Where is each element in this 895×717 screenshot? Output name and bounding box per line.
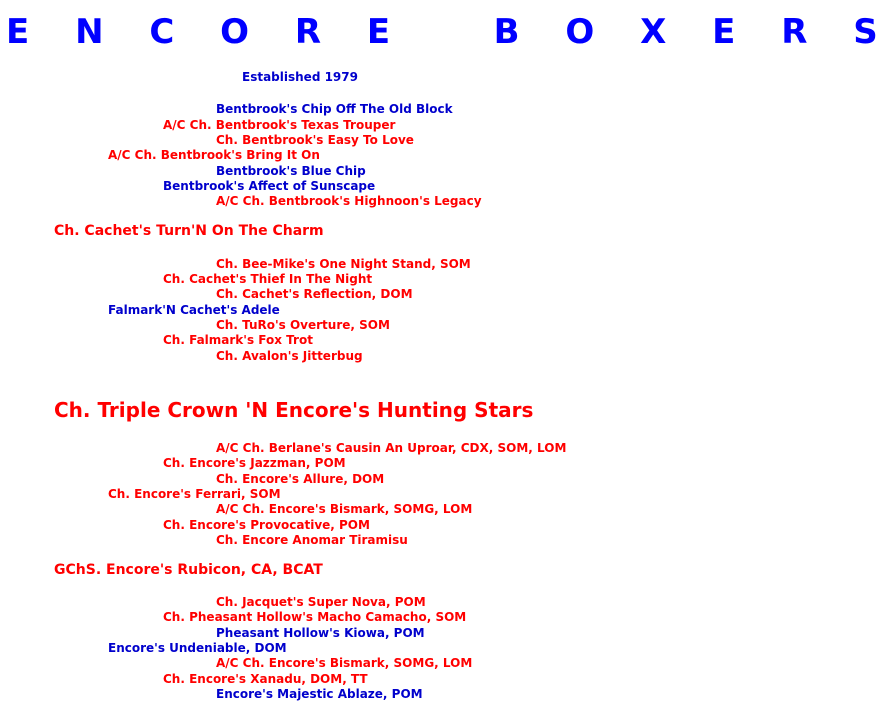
dog-name: Ch. Cachet's Turn'N On The Charm: [54, 223, 324, 239]
established-text: Established 1979: [242, 70, 358, 84]
dog-name: GChS. Encore's Rubicon, CA, BCAT: [54, 562, 323, 578]
pedigree-entry: Ch. Encore's Allure, DOM: [216, 472, 385, 486]
pedigree-entry: Bentbrook's Blue Chip: [216, 164, 366, 178]
featured-dog-name: Ch. Triple Crown 'N Encore's Hunting Stars: [54, 398, 534, 422]
pedigree-entry: A/C Ch. Bentbrook's Texas Trouper: [163, 118, 396, 132]
pedigree-entry: Ch. Encore's Xanadu, DOM, TT: [163, 672, 368, 686]
pedigree-entry: Encore's Majestic Ablaze, POM: [216, 687, 423, 701]
pedigree-entry: Ch. TuRo's Overture, SOM: [216, 318, 390, 332]
pedigree-entry: Ch. Encore's Provocative, POM: [163, 518, 370, 532]
pedigree-entry: A/C Ch. Bentbrook's Highnoon's Legacy: [216, 194, 482, 208]
pedigree-entry: Ch. Bee-Mike's One Night Stand, SOM: [216, 257, 471, 271]
pedigree-entry: Ch. Cachet's Reflection, DOM: [216, 287, 413, 301]
pedigree-entry: Ch. Cachet's Thief In The Night: [163, 272, 373, 286]
pedigree-entry: Ch. Jacquet's Super Nova, POM: [216, 595, 426, 609]
pedigree-entry: Ch. Falmark's Fox Trot: [163, 333, 313, 347]
pedigree-entry: A/C Ch. Encore's Bismark, SOMG, LOM: [216, 502, 473, 516]
pedigree-entry: Bentbrook's Chip Off The Old Block: [216, 102, 453, 116]
pedigree-entry: A/C Ch. Berlane's Causin An Uproar, CDX, SOM, LOM: [216, 441, 567, 455]
pedigree-entry: Ch. Encore's Ferrari, SOM: [108, 487, 281, 501]
pedigree-entry: Pheasant Hollow's Kiowa, POM: [216, 626, 425, 640]
pedigree-entry: Encore's Undeniable, DOM: [108, 641, 287, 655]
pedigree-entry: Ch. Bentbrook's Easy To Love: [216, 133, 414, 147]
pedigree-entry: Ch. Encore Anomar Tiramisu: [216, 533, 408, 547]
pedigree-entry: A/C Ch. Encore's Bismark, SOMG, LOM: [216, 656, 473, 670]
pedigree-entry: A/C Ch. Bentbrook's Bring It On: [108, 148, 320, 162]
pedigree-entry: Ch. Encore's Jazzman, POM: [163, 456, 346, 470]
pedigree-entry: Falmark'N Cachet's Adele: [108, 303, 280, 317]
pedigree-entry: Ch. Pheasant Hollow's Macho Camacho, SOM: [163, 610, 467, 624]
page-title: E N C O R E B O X E R S: [6, 12, 895, 52]
pedigree-entry: Bentbrook's Affect of Sunscape: [163, 179, 376, 193]
pedigree-entry: Ch. Avalon's Jitterbug: [216, 349, 363, 363]
